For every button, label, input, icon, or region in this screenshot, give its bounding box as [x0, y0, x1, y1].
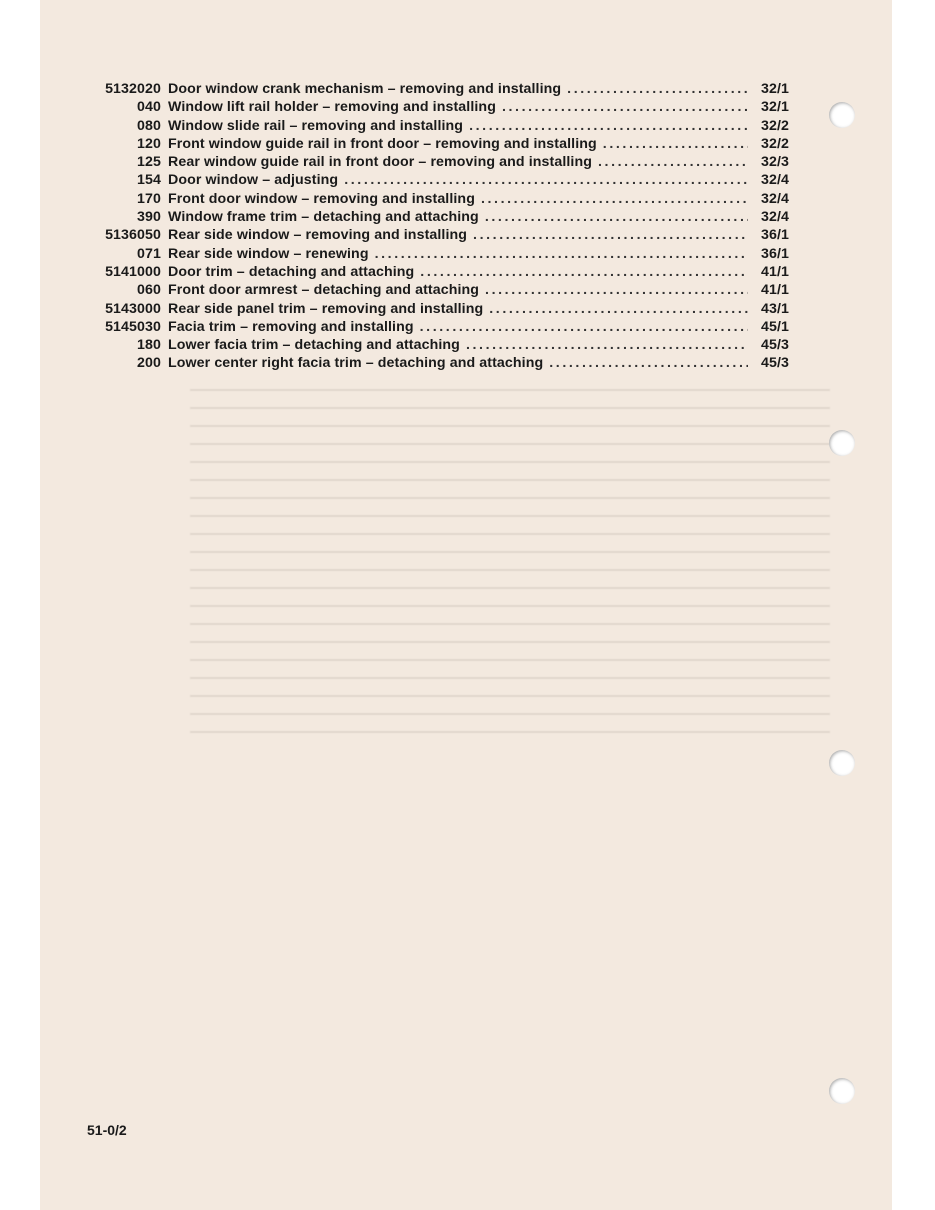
toc-row — [92, 263, 789, 281]
dot-leader — [502, 98, 748, 116]
dot-leader — [485, 208, 748, 226]
toc-row — [92, 226, 789, 244]
toc-title: Lower center right facia trim – detaching and attaching — [168, 355, 544, 372]
dot-leader — [549, 354, 748, 372]
binder-hole — [829, 102, 855, 128]
dot-leader — [420, 263, 748, 281]
toc-code: 5141000 — [105, 263, 161, 280]
toc-title: Door trim – detaching and attaching — [168, 263, 415, 280]
toc-title: Window lift rail holder – removing and installing — [168, 99, 496, 116]
toc-title: Front door armrest – detaching and attaching — [168, 282, 480, 299]
toc-page: 32/3 — [760, 154, 789, 171]
toc-title: Front window guide rail in front door – removing and installing — [168, 135, 597, 152]
dot-leader — [420, 318, 748, 336]
toc-row — [92, 98, 789, 116]
bleed-through-text — [190, 380, 830, 740]
toc-row — [92, 153, 789, 171]
dot-leader — [344, 171, 748, 189]
toc-page: 32/1 — [760, 81, 789, 97]
toc-row — [92, 117, 789, 135]
toc-page: 45/3 — [760, 337, 789, 354]
toc-title: Door window – adjusting — [168, 172, 339, 189]
toc-row — [92, 80, 789, 98]
toc-code: 080 — [137, 117, 161, 134]
toc-page: 32/4 — [760, 172, 789, 189]
toc-code: 180 — [137, 337, 161, 354]
toc-code: 5132020 — [105, 81, 161, 97]
dot-leader — [603, 135, 748, 153]
toc-page: 45/1 — [760, 318, 789, 335]
toc-row — [92, 135, 789, 153]
toc-title: Front door window – removing and installing — [168, 190, 475, 207]
toc-row — [92, 354, 789, 372]
toc-row — [92, 300, 789, 318]
toc-page: 32/1 — [760, 99, 789, 116]
toc-page: 32/4 — [760, 190, 789, 207]
toc-code: 071 — [137, 245, 161, 262]
toc-page: 43/1 — [760, 300, 789, 317]
toc-title: Facia trim – removing and installing — [168, 318, 414, 335]
toc-title: Rear side window – renewing — [168, 245, 369, 262]
toc-title: Rear side window – removing and installing — [168, 227, 468, 244]
toc-page: 32/2 — [760, 135, 789, 152]
dot-leader — [481, 190, 748, 208]
document-page — [40, 0, 892, 1210]
toc-title: Lower facia trim – detaching and attaching — [168, 337, 460, 354]
toc-page: 32/2 — [760, 117, 789, 134]
toc-code: 125 — [137, 154, 161, 171]
toc-row — [92, 336, 789, 354]
toc-code: 5136050 — [105, 227, 161, 244]
toc-title: Window slide rail – removing and installing — [168, 117, 464, 134]
toc-code: 200 — [137, 355, 161, 372]
dot-leader — [466, 336, 748, 354]
binder-hole — [829, 430, 855, 456]
toc-row — [92, 281, 789, 299]
dot-leader — [485, 281, 748, 299]
toc-code: 5143000 — [105, 300, 161, 317]
toc-page: 41/1 — [760, 263, 789, 280]
toc-page: 36/1 — [760, 227, 789, 244]
toc-code: 154 — [137, 172, 161, 189]
dot-leader — [567, 80, 748, 98]
binder-hole — [829, 1078, 855, 1104]
toc-page: 36/1 — [760, 245, 789, 262]
toc-code: 5145030 — [105, 318, 161, 335]
toc-title: Rear side panel trim – removing and installing — [168, 300, 484, 317]
toc-row — [92, 171, 789, 189]
table-of-contents — [92, 80, 789, 373]
dot-leader — [489, 300, 748, 318]
dot-leader — [598, 153, 748, 171]
toc-row — [92, 245, 789, 263]
toc-title: Door window crank mechanism – removing and installing — [168, 81, 562, 97]
page-number: 51-0/2 — [87, 1122, 127, 1138]
dot-leader — [375, 245, 748, 263]
toc-title: Rear window guide rail in front door – removing and installing — [168, 154, 592, 171]
toc-code: 040 — [137, 99, 161, 116]
toc-row — [92, 208, 789, 226]
toc-page: 41/1 — [760, 282, 789, 299]
toc-code: 390 — [137, 209, 161, 226]
toc-code: 060 — [137, 282, 161, 299]
dot-leader — [473, 226, 748, 244]
binder-hole — [829, 750, 855, 776]
toc-row — [92, 190, 789, 208]
toc-code: 170 — [137, 190, 161, 207]
dot-leader — [469, 117, 748, 135]
toc-title: Window frame trim – detaching and attaching — [168, 209, 479, 226]
toc-page: 45/3 — [760, 355, 789, 372]
toc-code: 120 — [137, 135, 161, 152]
toc-page: 32/4 — [760, 209, 789, 226]
toc-row — [92, 318, 789, 336]
